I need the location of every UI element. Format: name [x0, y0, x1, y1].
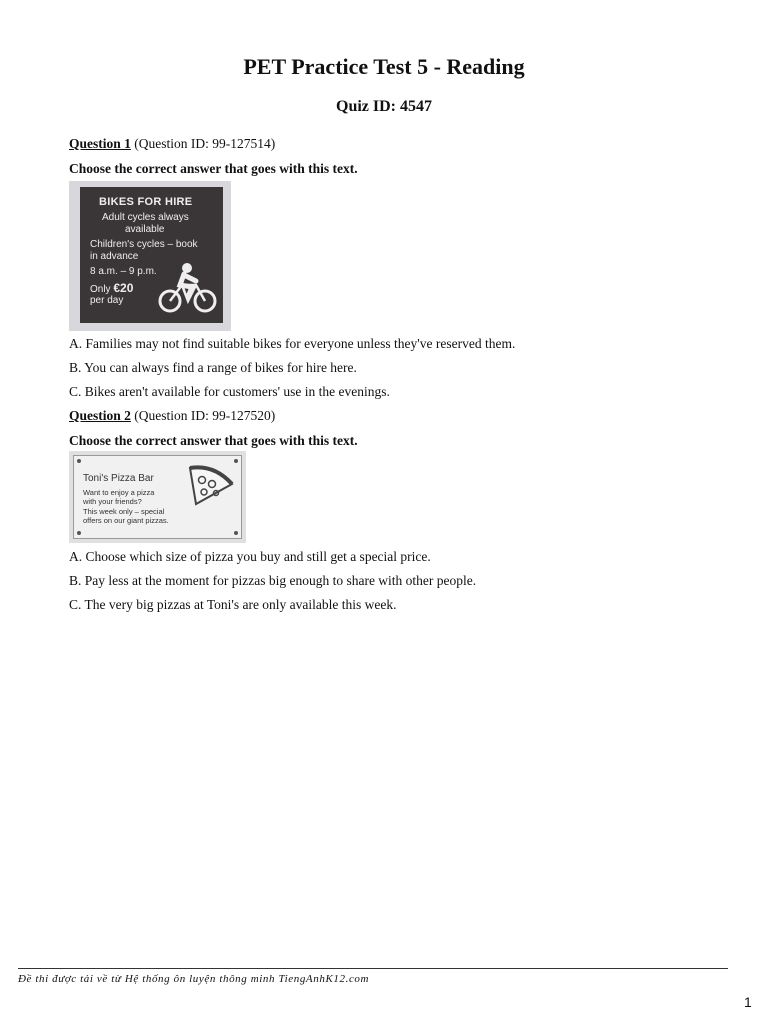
- sign-line: Want to enjoy a pizza: [83, 488, 155, 497]
- sign-line: available: [125, 224, 165, 235]
- sign-price-prefix: Only: [90, 284, 114, 295]
- sign-line: This week only – special: [83, 507, 165, 516]
- page-number: 1: [744, 994, 752, 1010]
- question-1-option-c: C. Bikes aren't available for customers' use in the evenings.: [69, 384, 390, 399]
- question-2-option-c: C. The very big pizzas at Toni's are only available this week.: [69, 597, 397, 612]
- sign-line: per day: [90, 295, 124, 306]
- sign-price-line: [90, 282, 133, 296]
- pizza-slice-icon: [186, 462, 236, 508]
- sign-heading: BIKES FOR HIRE: [99, 196, 193, 208]
- bikes-for-hire-sign-image: [69, 181, 231, 331]
- question-2-header: [69, 407, 275, 425]
- question-1-option-a: A. Families may not find suitable bikes for everyone unless they've reserved them.: [69, 336, 516, 351]
- cyclist-icon: [158, 261, 218, 315]
- question-1-header: [69, 135, 275, 153]
- question-2-option-a: A. Choose which size of pizza you buy and still get a special price.: [69, 549, 431, 564]
- sign-line: in advance: [90, 251, 139, 262]
- question-2-option-b: B. Pay less at the moment for pizzas big enough to share with other people.: [69, 573, 477, 588]
- screw-dot: [77, 531, 81, 535]
- footer-source-text: Đề thi được tải về từ Hệ thống ôn luyện thông minh TiengAnhK12.com: [18, 973, 370, 985]
- sign-line: Adult cycles always: [102, 212, 189, 223]
- question-1-instruction: Choose the correct answer that goes with this text.: [69, 161, 358, 176]
- pizza-bar-sign-image: [69, 451, 246, 543]
- document-title: PET Practice Test 5 - Reading: [243, 54, 525, 79]
- question-1-option-b: B. You can always find a range of bikes for hire here.: [69, 360, 357, 375]
- footer-divider: [18, 968, 728, 969]
- sign-plate: [73, 455, 242, 539]
- sign-plate: [80, 187, 223, 323]
- sign-heading: Toni's Pizza Bar: [83, 473, 154, 484]
- question-2-id: (Question ID: 99-127520): [130, 408, 276, 423]
- sign-line: 8 a.m. – 9 p.m.: [90, 266, 157, 277]
- question-1-label: Question 1: [69, 136, 131, 151]
- question-2-instruction: Choose the correct answer that goes with this text.: [69, 433, 358, 448]
- screw-dot: [77, 459, 81, 463]
- sign-line: with your friends?: [83, 497, 142, 506]
- sign-price: €20: [113, 281, 134, 295]
- question-1-id: (Question ID: 99-127514): [130, 136, 276, 151]
- sign-line: offers on our giant pizzas.: [83, 516, 169, 525]
- question-2-label: Question 2: [69, 408, 131, 423]
- screw-dot: [234, 531, 238, 535]
- sign-line: Children's cycles – book: [90, 239, 198, 250]
- quiz-id: Quiz ID: 4547: [336, 98, 432, 115]
